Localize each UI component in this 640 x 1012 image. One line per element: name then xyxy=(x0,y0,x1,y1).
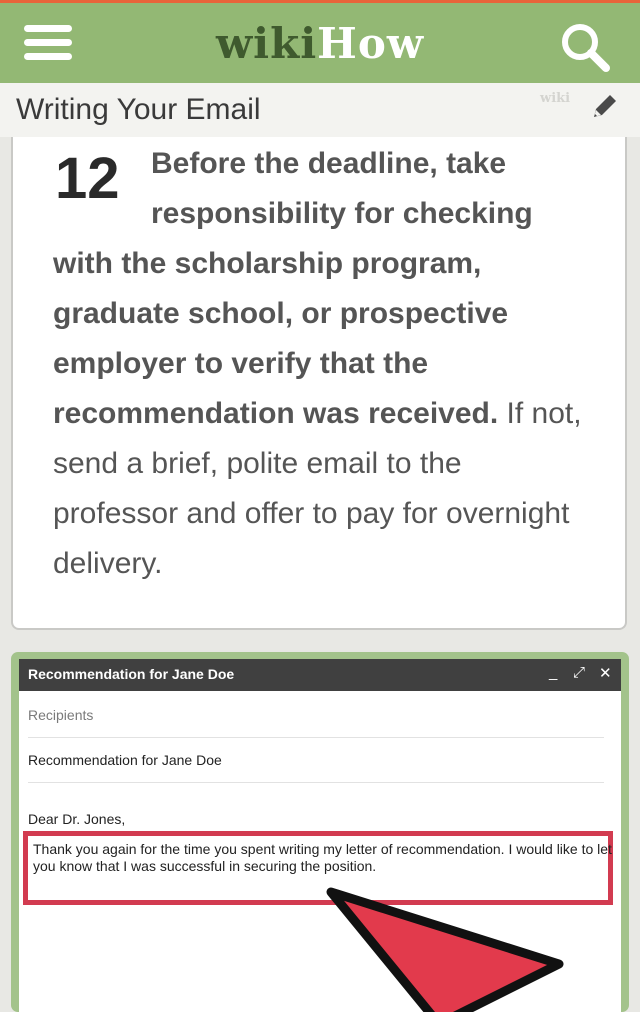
email-title-bar xyxy=(19,659,621,691)
section-title: Writing Your Email xyxy=(16,93,261,126)
logo-how: How xyxy=(317,19,425,68)
close-icon[interactable]: ✕ xyxy=(599,665,612,682)
expand-icon[interactable]: ⤢ xyxy=(573,664,586,681)
recipients-field[interactable]: Recipients xyxy=(28,693,604,738)
step-image[interactable] xyxy=(11,652,629,1012)
watermark: wiki xyxy=(540,91,571,106)
logo-wiki: wiki xyxy=(215,19,318,68)
step-bold-text: Before the deadline, take responsibility for checking with the scholarship program, graduate school, or prospective employer to verify that the recommendation was received. xyxy=(53,147,533,430)
subject-field[interactable]: Recommendation for Jane Doe xyxy=(28,738,604,783)
step-text xyxy=(53,139,585,589)
site-header xyxy=(0,3,640,83)
site-logo[interactable] xyxy=(0,17,640,71)
menu-button[interactable] xyxy=(22,21,74,65)
email-window-title: Recommendation for Jane Doe xyxy=(28,666,235,682)
search-icon xyxy=(556,19,616,75)
step-card xyxy=(11,137,627,630)
step-normal-text: If not, send a brief, polite email to the professor and offer to pay for overnight delivery. xyxy=(53,397,582,580)
edit-button[interactable] xyxy=(588,89,622,123)
email-compose-window xyxy=(19,659,621,1012)
pencil-icon xyxy=(588,89,622,123)
section-header xyxy=(0,83,640,137)
minimize-icon[interactable]: _ xyxy=(549,664,558,681)
step-number: 12 xyxy=(55,146,120,211)
email-body-text: Thank you again for the time you spent writing my letter of recommendation. I would like to let you know that I was successful in securing the position. xyxy=(33,841,612,874)
search-button[interactable] xyxy=(556,19,616,75)
email-greeting: Dear Dr. Jones, xyxy=(28,811,126,827)
